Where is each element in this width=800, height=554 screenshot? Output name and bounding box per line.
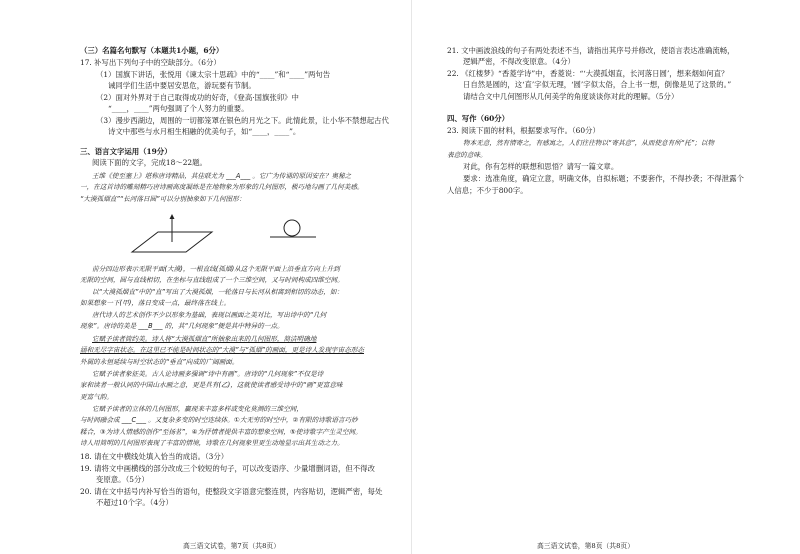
question-19-cont: 变原意。（5分） <box>96 475 149 484</box>
question-21: 21. 文中画波浪线的句子有两处表述不当，请指出其序号并修改，使语言表达准确流畅， <box>447 46 735 55</box>
section-heading-writing: 四、写作（60分） <box>447 114 510 123</box>
section-heading-language: 三、语言文字运用（19分） <box>80 147 172 156</box>
passage-line: 以“大漠孤烟直”中的“直”写出了大漠孤烟，一轮落日与长河从相离到相切的动态，如： <box>92 288 344 296</box>
question-22-cont: 请结合文中几何图形从几何美学的角度谈谈你对此的理解。（5分） <box>463 92 679 101</box>
question-22: 22. 《红楼梦》“香菱学诗”中，香菱说：“‘大漠孤烟直，长河落日圆’，想来烟如何直？ <box>447 69 729 78</box>
writing-requirements: 要求：选准角度，确定立意，明确文体，自拟标题；不要套作，不得抄袭；不得泄露个 <box>463 174 744 183</box>
passage-line: 前分四边形表示无限平面(大漠)，一根直线(孤烟)从这个无限平面上沿垂直方向上升到 <box>92 265 340 273</box>
passage-underlined: 它赋予读者简约美。诗人将“大漠孤烟直”所抽象出来的几何图形，简洁明确地 <box>92 335 317 343</box>
material-line: 表意的意味。 <box>447 151 487 159</box>
question-17: 17. 补写出下列句子中的空缺部分。（6分） <box>80 58 221 67</box>
writing-prompt: 对此，你有怎样的联想和思悟？请写一篇文章。 <box>463 162 619 171</box>
passage-line: 如果想象一下(甲)，落日变成一点，最终落在线上。 <box>80 299 231 307</box>
question-22-cont: 日自然是圆的，这‘直’字似无理，‘圆’字似太俗，合上书一想，倒像是见了这景的。” <box>463 80 732 89</box>
passage-line: 唐代诗人的艺术创作不少以形象为基础，表现以画面之美对比，写出诗中的“几何 <box>92 311 327 319</box>
passage-line: 更富气韵。 <box>80 393 113 401</box>
question-20-cont: 不超过10个字。（4分） <box>96 498 173 507</box>
passage-underlined: 涵和无尽字宙状态。在这里已不能是时间状态的“大漠”与“孤烟”的画面，更是诗人发现宇宙态形态 <box>80 346 365 354</box>
passage-line: 无限的空间，圆与直线相切，在坐标与直线组成了一个三维空间，又与时间构成四维空间。 <box>80 276 344 284</box>
question-21-cont: 逻辑严密，不得改变原意。（4分） <box>463 57 575 66</box>
passage-line: 家和读者一般认同的中国山水画之意，更是具有(乙)，这就使读者感受诗中的“画”更富意味 <box>80 381 343 389</box>
geometry-figure <box>120 214 320 258</box>
passage-wavy: 与时间融会成 ___C___ 。又复杂多变的时空连续体。①大无穷的时空中，②有限的诗歌语言巧妙 <box>80 416 358 424</box>
page-footer: 高三语文试卷，第8页（共8页） <box>537 542 635 550</box>
question-19: 19. 请将文中画横线的部分改成三个较短的句子，可以改变语序、少量增删词语，但不得改 <box>80 464 375 473</box>
page-divider <box>411 0 412 554</box>
passage-line: 它赋予读者的立体的几何图形，赢现来丰富多样或变化莫测的三维空间， <box>92 405 303 413</box>
q17-part1-cont: 诫同学们生活中要居安思危，游玩要有节制。 <box>108 81 256 90</box>
passage-line: 诗人用简明的几何图形表现了丰富的情境，诗歌在几何视象里更生动地显示出其生动之力。 <box>80 439 344 447</box>
reading-instruction: 阅读下面的文字，完成18～22题。 <box>92 158 207 167</box>
page-footer: 高三语文试卷，第7页（共8页） <box>183 542 281 550</box>
question-20: 20. 请在文中括号内补写恰当的语句，使整段文字语意完整连贯，内容贴切，逻辑严密，每处 <box>80 487 383 496</box>
passage-line: 外属的永恒延续与时空状态的“垂直”向成的广阔画面。 <box>80 358 239 366</box>
q17-part3: （3）漫步西湖边，周围的一切都笼罩在银色的月光之下。此情此景，让小华不禁想起古代 <box>96 116 389 125</box>
arrow-head <box>170 214 175 219</box>
q17-part2: （2）面对外界对于自己取得成功的好奇，《登高·国旗张卯》中 <box>96 93 299 102</box>
writing-requirements-cont: 人信息；不少于800字。 <box>447 186 528 195</box>
passage-line: 现象”。唐诗的美是 ___B___ 的，其“几何现象”便是其中特异的一点。 <box>80 322 284 330</box>
passage-line: 它赋予读者象征美。古人论诗画多强调“诗中有画”。唐诗的“几何现象”不仅是诗 <box>92 370 324 378</box>
passage-wavy: 糅合，③为诗人情感的创作“至扬茗”，④为抒情者提供丰富的想象空间，⑤使诗歌字产生灵空间。 <box>80 428 362 436</box>
q17-part3-cont: 诗文中那些与水月相生相融的优美句子，如“____，____”。 <box>108 127 301 136</box>
sun-circle <box>284 220 300 236</box>
passage-line: 王维《使至塞上》堪称唐诗精品，其佳联尤为 ___A___ 。它广为传诵的原因安在？奥秘之 <box>92 172 352 180</box>
passage-line: “大漠孤烟直”“长河落日圆”可以分别抽象如下几何图形： <box>80 195 246 203</box>
passage-line: 一，在这首诗的雕刻精巧唐诗画高度凝练是在地物象为形象的几何图形，极巧地勾画了几何美感。 <box>80 183 364 191</box>
q17-part1: （1）国旗下讲话，张悦用《谏太宗十思疏》中的“____”和“____”两句告 <box>96 70 331 79</box>
question-23: 23. 阅读下面的材料，根据要求写作。（60分） <box>447 126 600 135</box>
exam-page-8 <box>420 0 800 554</box>
question-18: 18. 请在文中横线处填入恰当的成语。（3分） <box>80 452 229 461</box>
q17-part2-cont: “____，____”两句强调了个人努力的重要。 <box>108 104 249 113</box>
section-heading-mingju: （三）名篇名句默写（本题共1小题，6分） <box>80 46 224 55</box>
material-line: 物本无意，然有情寄之，有感寓之，人们往往物以“寄其意”，从而使意有所“托”；以物 <box>463 139 715 147</box>
